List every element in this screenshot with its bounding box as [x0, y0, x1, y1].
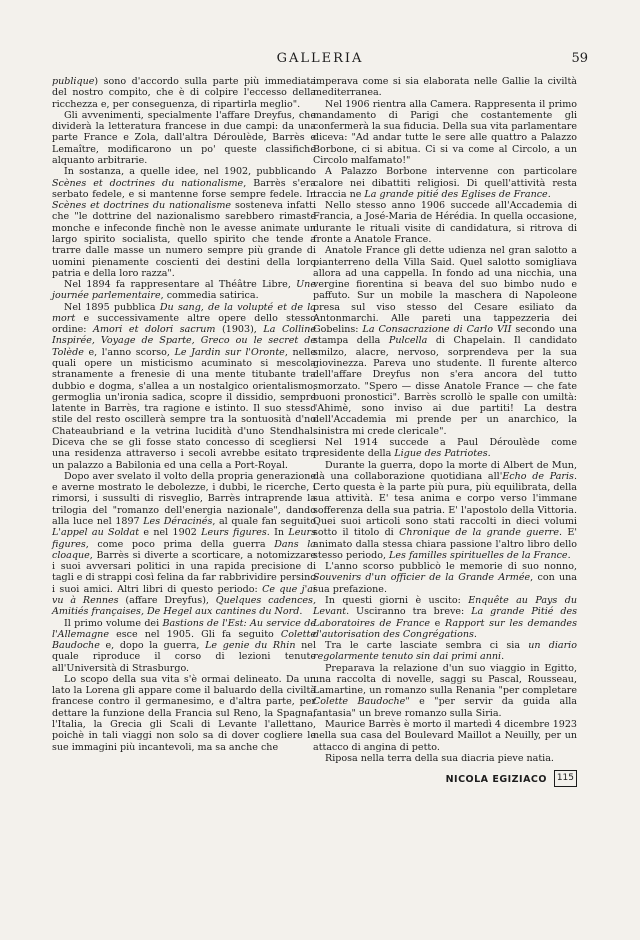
text-run: , Barrès si diverte a scorticare, a notomizzare i suoi avversari politici in una rapida precisione di tagli e di strappi così felina da far rabbrividire persino i suoi amici. Altri libri di questo periodo: — [52, 549, 317, 595]
text-run: Preparava la relazione d'un suo viaggio in Egitto, una raccolta di novelle, saggi su Pascal, Rousseau, Lamartine, un romanzo sulla Renania "per completare — [313, 662, 577, 697]
italic-title: Ce que j'ai vu à Rennes — [52, 583, 316, 606]
italic-title: Souvenirs d'un officier de la Grande Armée — [313, 572, 531, 584]
italic-title: Le Jardin sur l'Oronte — [174, 346, 285, 358]
italic-title: Leurs figures — [52, 527, 316, 550]
paragraph — [313, 76, 577, 99]
text-run: e — [430, 617, 445, 629]
page-number: 59 — [571, 51, 588, 66]
text-run: . — [547, 188, 551, 200]
italic-title: Echo de Paris — [502, 470, 574, 482]
text-run: (affare Dreyfus), — [118, 594, 216, 606]
italic-title: Le genie du Rhin — [205, 640, 296, 652]
text-run: A Palazzo Borbone intervenne con particolare calore nei dibattiti religiosi. Di quell'attività resta traccia ne — [313, 166, 577, 200]
paragraph — [52, 279, 316, 302]
paragraph — [313, 245, 577, 437]
text-run: Riposa nella terra della sua diacria pieve natia. — [325, 752, 554, 764]
text-run: sosteneva infatti che "le dottrine del nazionalismo sarebbero rimaste monche e infeconde finchè non le avesse animate un largo spirito socialista, quello spirito che tende a trarre dalle masse un numero sempre più grande di uomini pienamente coscienti dei destini della loro patria e della loro razza". — [52, 200, 316, 279]
text-run: . — [487, 448, 491, 460]
signature-row — [313, 770, 577, 788]
text-run: esce nel 1905. Gli fa seguito — [108, 628, 281, 640]
text-run: Dopo aver svelato il volto della propria generazione e averne mostrato le debolezze, i dubbi, le ricerche, i rimorsi, i sussulti di risveglio, Barrès intraprende la trilogia del "romanzo dell'energia nazionale", dando alla luce nel 1897 — [52, 470, 316, 527]
text-run: Lo scopo della sua vita s'è ormai delineato. Da un lato la Lorena gli appare come il baluardo della civiltà francese contro il germanesimo, e d'altra parte, per dettare la funzione della Francia sul Reno, la Spagna, l'Italia, la Grecia gli Scali di Levante l'allettano, poichè in tali viaggi non solo sa di dover cogliere le sue immagini più incantevoli, ma sa anche che — [52, 673, 316, 753]
text-run: di Chapelain. Il candidato smilzo, alacre, nervoso, sorprendeva per la sua giovinezza. Pareva uno studente. Il furente alterco dell'affare Dreyfus non s'era ancora del tutto smorzato. "Spero — disse Anatole France — che fate buoni pronostici". Barrès scrollò le spalle con umiltà: "Ahimè, sono inviso ai due partiti! La destra dell'Accademia mi prende per un anarchico, la sinistra mi crede clericale". — [313, 335, 577, 437]
italic-title: Pulcella — [388, 335, 428, 347]
paragraph — [313, 200, 577, 245]
italic-title: La grande pitié des Eglises de France — [364, 188, 548, 200]
text-run: Anatole France gli dette udienza nel gran salotto a pianterreno della Villa Said. Quel salotto somigliava allora ad una cappella. In fondo ad una nicchia, una vergine fiorentina si beava del suo bimbo nudo e paffuto. Sur un mobile la maschera di Napoleone presa sul viso stesso del Cesare esiliato da Antonmarchi. Alle pareti una tappezzeria dei Gobelins: — [313, 245, 577, 336]
text-run: e, l'anno scorso, — [83, 346, 175, 358]
text-run: Tra le carte lasciate sembra ci sia — [325, 640, 529, 652]
text-run: , come poco prima della guerra — [85, 538, 275, 550]
text-run: , Barrès s'era serbato fedele, e si mantenne forse sempre fedele. In — [52, 177, 316, 200]
author-signature: NICOLA EGIZIACO — [445, 774, 547, 786]
paragraph — [313, 437, 577, 460]
text-run: Il primo volume dei — [64, 617, 163, 629]
italic-title: La grande Pitié des Laboratoires de France — [313, 606, 577, 629]
paragraph — [313, 595, 577, 640]
italic-title: Dans la cloaque — [52, 538, 316, 561]
paragraph — [52, 76, 316, 110]
paragraph — [313, 640, 577, 663]
italic-title: Colette Baudoche — [52, 628, 316, 652]
italic-title: La Consacrazione di Carlo VII — [362, 324, 512, 336]
text-run: , con una sua prefazione. — [313, 572, 577, 595]
text-run: nel quale riproduce il corso di lezioni tenute all'Università di Strasburgo. — [52, 640, 316, 674]
paragraph — [52, 110, 316, 166]
italic-title: Scènes et doctrines du nationalisme — [52, 177, 244, 189]
right-column — [313, 76, 577, 788]
text-run: L'anno scorso pubblicò le memorie di suo nonno, — [325, 561, 577, 573]
text-run: , al quale fan seguito — [212, 515, 316, 527]
text-run: , commedia satirica. — [160, 290, 259, 302]
text-run: e, dopo la guerra, — [99, 640, 206, 652]
text-run: Nel 1906 rientra alla Camera. Rappresenta il primo mandamento di Parigi che costantemente gli confermerà la sua fiducia. Della sua vita parlamentare diceva: "Ad andar tutte le sere alle quattro a Palazzo Borbone, ci si abitua. Ci si va come al Circolo, a un Circolo malfamato!" — [313, 98, 577, 166]
text-run: " e "per servir da guida alla fantasia" un breve romanzo sulla Siria. — [313, 696, 577, 719]
text-run: In sostanza, a quelle idee, nel 1902, pubblicando — [64, 166, 316, 178]
text-run: Durante la guerra, dopo la morte di Albert de Mun, dà una collaborazione quotidiana all' — [313, 459, 577, 482]
paragraph — [313, 99, 577, 167]
right-column-text — [313, 76, 577, 764]
italic-title: Colette Baudoche — [313, 696, 406, 708]
paragraph — [313, 719, 577, 753]
paragraph — [52, 674, 316, 753]
text-run: Nel 1894 fa rappresentare al Théâtre Libre, — [64, 279, 297, 291]
italic-title: La Colline Inspirée, Voyage de Sparte, Greco ou le secret de Tolède — [52, 324, 316, 358]
text-run: Nel 1895 pubblica — [64, 301, 160, 313]
text-run: (1903), — [215, 324, 264, 336]
running-head — [52, 50, 588, 68]
text-run: secondo una stampa della — [313, 324, 577, 347]
text-run: . — [473, 628, 477, 640]
paragraph — [52, 471, 316, 618]
paragraph — [313, 663, 577, 719]
italic-title: Rapport sur les demandes d'autorisation des Congrégations — [313, 617, 577, 640]
text-run: Nel 1914 succede a Paul Déroulède come presidente della — [313, 437, 577, 460]
text-run: Nello stesso anno 1906 succede all'Accademia di Francia, a José-Maria de Hérédia. In quella occasione, durante le rituali visite di candidatura, si ritrova di fronte a Anatole France. — [313, 200, 577, 245]
italic-title: Ligue des Patriotes — [394, 448, 488, 460]
text-run: . — [299, 606, 303, 618]
text-run: Maurice Barrès è morto il martedì 4 dicembre 1923 nella sua casa del Boulevard Maillot a Neuilly, per un attacco di angina di petto. — [313, 719, 577, 753]
italic-title: Bastions de l'Est: Au service de l'Allemagne — [52, 617, 317, 640]
italic-title: L'appel au Soldat — [52, 527, 140, 539]
text-run: e nel 1902 — [139, 527, 202, 539]
paragraph — [313, 561, 577, 595]
italic-title: Les Déracinés — [143, 515, 213, 527]
italic-title: Quelques cadences, Amitiés françaises, De Hegel aux cantines du Nord — [52, 594, 316, 618]
text-run: . Usciranno tra breve: — [346, 606, 472, 618]
italic-title: Chronique de la grande guerre — [399, 527, 559, 539]
paragraph — [313, 460, 577, 562]
folio-number: 115 — [554, 770, 577, 787]
italic-title: Les familles spirituelles de la France — [389, 549, 568, 561]
italic-title: Enquête au Pays du Levant — [313, 594, 577, 618]
italic-title: Amori et dolori sacrum — [93, 324, 216, 336]
italic-title: Leurs figures — [201, 527, 267, 539]
text-run: Gli avvenimenti, specialmente l'affare Dreyfus, che dividerà la letteratura francese in due campi: da una parte France e Zola, dall'altra Déroulède, Barrès e Lemaître, modificarono un po' queste classifiche alquanto arbitrarie. — [52, 109, 316, 166]
italic-title: Une journée parlementaire — [52, 279, 316, 302]
paragraph — [313, 166, 577, 200]
text-run: . Certo questa è la parte più pura, più equilibrata, della sua attività. E' tesa anima e corpo verso l'immane sofferenza della sua patria. E' l'apostolo della Vittoria. Quei suoi articoli sono stati raccolti in dieci volumi sotto il titolo di — [313, 470, 577, 539]
text-run: . — [567, 549, 571, 561]
italic-title: un diario regolarmente tenuto sin dai primi anni — [313, 640, 577, 663]
text-run: , nelle quali opere un misticismo acuminato si mescola stranamente a frenesie di una mente titubante tra dubbio e dogma, s'allea a un nostalgico orientalismo, germoglia un'ironia sadica, scopre il dissidio, sempre latente in Barrès, tra ragione e istinto. Il suo stesso stile del resto oscillerà sempre tra la sontuosità d'no Chateaubriand e la vetrina lucidità d'uno Stendhal. Diceva che se gli fosse stato concesso di scegliersi una residenza attraverso i secoli avrebbe esitato tra un palazzo a Babilonia ed una cella a Port-Royal. — [52, 346, 316, 471]
text-run: e successivamente altre opere dello stesso ordine: — [52, 312, 316, 336]
text-run: . E' animato dalla stessa chiara passione l'altro libro dello stesso periodo, — [313, 527, 577, 561]
italic-title: Scènes et doctrines du nationalisme — [52, 200, 232, 212]
paragraph — [52, 166, 316, 279]
italic-title: Du sang, de la volupté et de la mort — [52, 301, 317, 324]
text-run: ) sono d'accordo sulla parte più immediata del nostro compito, che è di colpire l'eccesso della ricchezza e, per conseguenza, di ripartirla meglio". — [52, 76, 316, 110]
left-column — [52, 76, 316, 753]
paragraph — [313, 753, 577, 764]
paragraph — [52, 302, 316, 471]
paragraph — [52, 618, 316, 674]
text-run: In questi giorni è uscito: — [325, 594, 469, 606]
text-run: . — [501, 651, 505, 663]
text-run: . In — [266, 527, 289, 539]
italic-title: publique — [52, 76, 95, 87]
text-run: imperava come si sia elaborata nelle Gallie la civiltà mediterranea. — [313, 76, 577, 99]
journal-title: GALLERIA — [276, 51, 364, 66]
